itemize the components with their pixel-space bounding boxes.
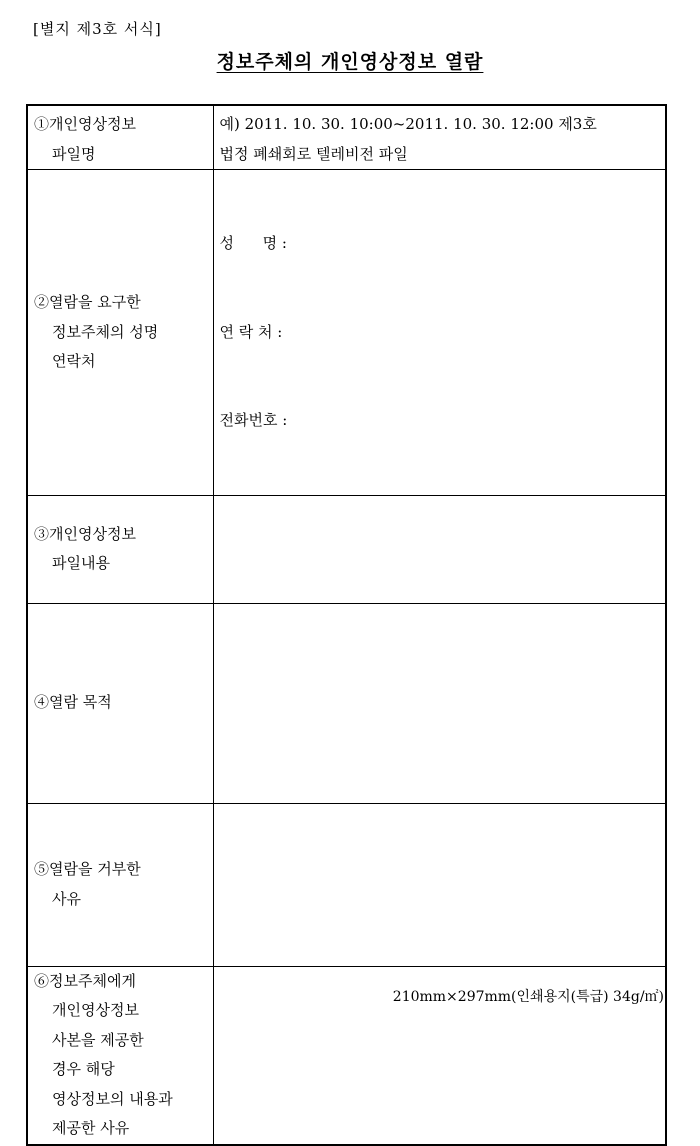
label-line: 파일내용 <box>52 554 110 572</box>
label-line: ①개인영상정보 <box>34 115 136 133</box>
value-requester[interactable] <box>213 170 666 496</box>
label-line: 경우 해당 <box>52 1060 115 1078</box>
label-line: 사본을 제공한 <box>52 1030 144 1049</box>
label-line: 정보주체의 성명 <box>52 322 159 341</box>
value-line: 법정 폐쇄회로 텔레비전 파일 <box>219 144 408 163</box>
label-line: 파일명 <box>52 144 96 163</box>
page-title-text: 정보주체의 개인영상정보 열람 <box>216 51 484 73</box>
phone-field-label: 전화번호 : <box>219 411 288 429</box>
value-refusal-reason[interactable] <box>213 803 666 966</box>
name-field-label: 성 명 : <box>219 234 287 252</box>
label-line: 영상정보의 내용과 <box>52 1089 173 1108</box>
form-row-refusal-reason <box>27 803 666 966</box>
paper-spec-footer: 210mm×297mm(인쇄용지(특급) 34g/㎡) <box>392 989 664 1005</box>
form-row-purpose <box>27 603 666 803</box>
label-line: 사유 <box>52 889 81 908</box>
contact-field-label: 연 락 처 : <box>219 322 283 341</box>
label-refusal-reason <box>27 803 213 966</box>
form-row-requester <box>27 170 666 496</box>
label-line: 연락처 <box>52 352 96 370</box>
form-number-label: [별지 제3호 서식] <box>33 20 162 38</box>
label-purpose <box>27 603 213 803</box>
label-line: 제공한 사유 <box>52 1119 130 1137</box>
label-line: ③개인영상정보 <box>34 524 136 543</box>
label-copy-provided <box>27 966 213 1145</box>
label-line: ⑤열람을 거부한 <box>34 860 141 878</box>
form-row-file-content <box>27 495 666 603</box>
label-file-content <box>27 495 213 603</box>
label-line: 개인영상정보 <box>52 1001 139 1019</box>
label-line: ②열람을 요구한 <box>34 293 141 311</box>
value-file-content[interactable] <box>213 495 666 603</box>
value-line: 예) 2011. 10. 30. 10:00~2011. 10. 30. 12:00 제3호 <box>219 115 597 133</box>
form-row-file-name <box>27 105 666 170</box>
page-title <box>0 47 700 74</box>
label-line: ④열람 목적 <box>34 693 112 712</box>
label-line: ⑥정보주체에게 <box>34 971 136 990</box>
value-purpose[interactable] <box>213 603 666 803</box>
label-requester <box>27 170 213 496</box>
value-file-name[interactable] <box>213 105 666 170</box>
label-file-name <box>27 105 213 170</box>
